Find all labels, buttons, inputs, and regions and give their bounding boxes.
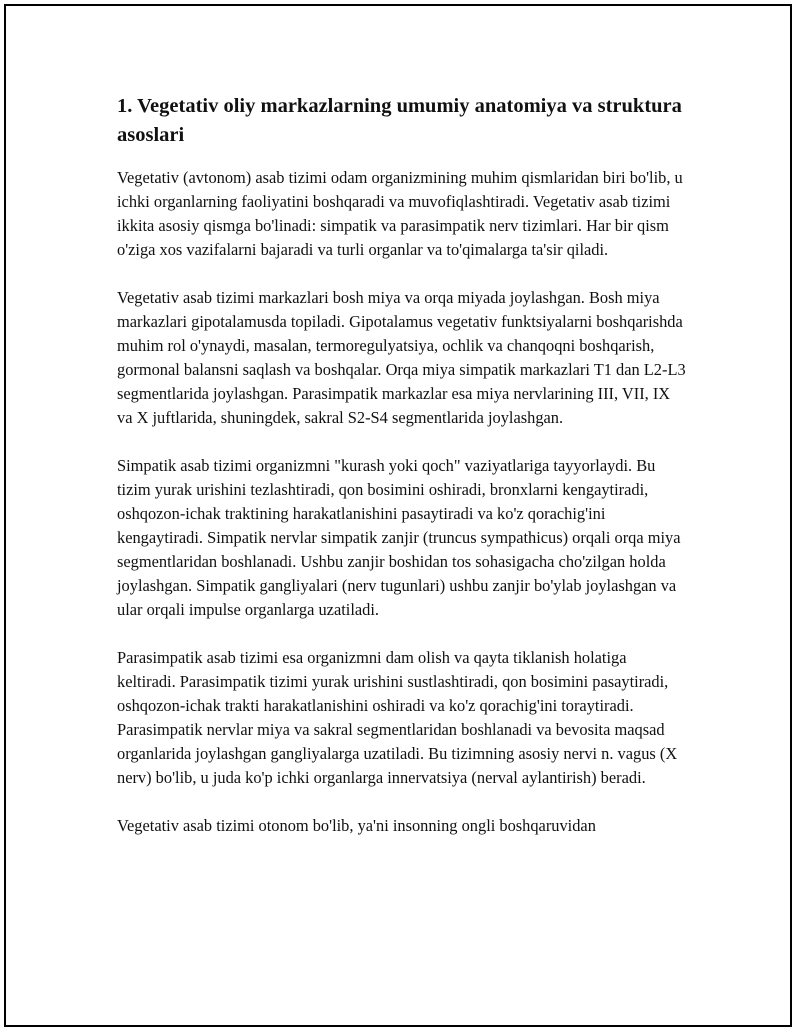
paragraph-5: Vegetativ asab tizimi otonom bo'lib, ya'ni insonning ongli boshqaruvidan <box>117 816 596 835</box>
document-body <box>117 92 687 862</box>
paragraph-2: Vegetativ asab tizimi markazlari bosh miya va orqa miyada joylashgan. Bosh miya markazlari gipotalamusda topiladi. Gipotalamus vegetativ funktsiyalarni boshqarishda muhim rol o'ynaydi, masalan, termoregulyatsiya, ochlik va chanqoqni boshqarish, gormonal balansni saqlash va boshqalar. Orqa miya simpatik markazlari T1 dan L2-L3 segmentlarida joylashgan. Parasimpatik markazlar esa miya nervlarining III, VII, IX va X juftlarida, shuningdek, sakral S2-S4 segmentlarida joylashgan. <box>117 288 686 427</box>
paragraph-1: Vegetativ (avtonom) asab tizimi odam organizmining muhim qismlaridan biri bo'lib, u ichki organlarning faoliyatini boshqaradi va muvofiqlashtiradi. Vegetativ asab tizimi ikkita asosiy qismga bo'linadi: simpatik va parasimpatik nerv tizimlari. Har bir qism o'ziga xos vazifalarni bajaradi va turli organlar va to'qimalarga ta'sir qiladi. <box>117 168 683 259</box>
paragraph-3: Simpatik asab tizimi organizmni "kurash yoki qoch" vaziyatlariga tayyorlaydi. Bu tizim yurak urishini tezlashtiradi, qon bosimini oshiradi, bronxlarni kengaytiradi, oshqozon-ichak traktining harakatlanishini pasaytiradi va ko'z qorachig'ini kengaytiradi. Simpatik nervlar simpatik zanjir (truncus sympathicus) orqali orqa miya segmentlaridan boshlanadi. Ushbu zanjir boshidan tos sohasigacha cho'zilgan holda joylashgan. Simpatik gangliyalari (nerv tugunlari) ushbu zanjir bo'ylab joylashgan va ular orqali impulse organlarga uzatiladi. <box>117 456 681 619</box>
paragraph-4: Parasimpatik asab tizimi esa organizmni dam olish va qayta tiklanish holatiga keltiradi. Parasimpatik tizimi yurak urishini sustlashtiradi, qon bosimini pasaytiradi, oshqozon-ichak trakti harakatlanishini oshiradi va ko'z qorachig'ini toraytiradi. Parasimpatik nervlar miya va sakral segmentlaridan boshlanadi va bevosita maqsad organlarida joylashgan gangliyalarga uzatiladi. Bu tizimning asosiy nervi n. vagus (X nerv) bo'lib, u juda ko'p ichki organlarga innervatsiya (nerval aylantirish) beradi. <box>117 648 678 787</box>
section-title: 1. Vegetativ oliy markazlarning umumiy anatomiya va struktura asoslari <box>117 95 682 146</box>
